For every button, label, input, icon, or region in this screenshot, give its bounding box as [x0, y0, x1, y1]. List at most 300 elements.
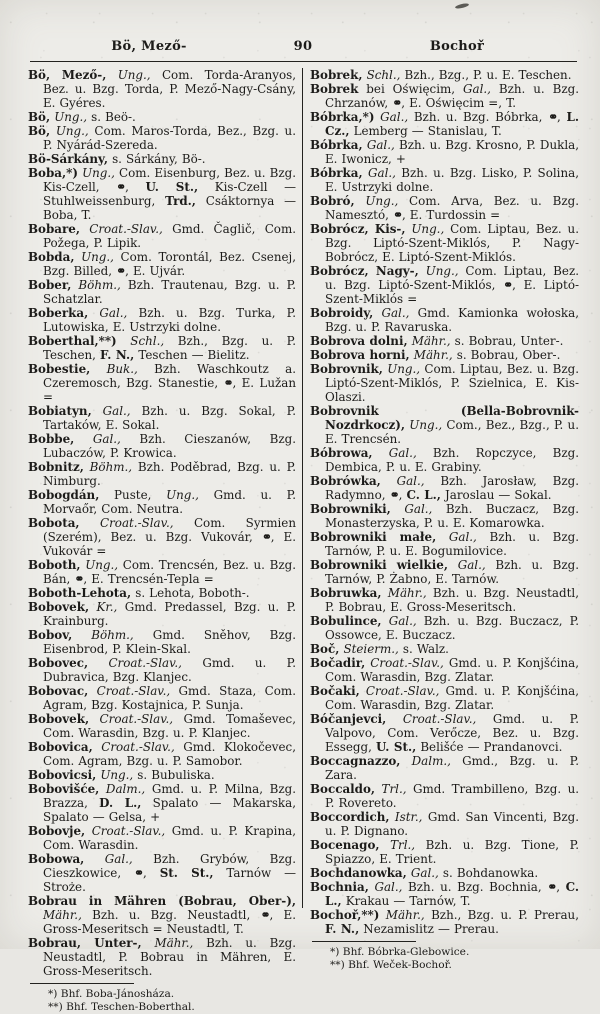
post-horn-icon: ⚭	[392, 208, 402, 222]
entry-headword: Bö,	[28, 124, 51, 138]
gazetteer-entry	[28, 936, 296, 978]
entry-text: Csáktornya — Boba, T.	[43, 194, 296, 222]
region-abbrev: Ung.,	[80, 558, 119, 572]
running-head	[30, 39, 576, 54]
entry-text: Com. Liptau, Bez. u. Bzg. Liptó-Szent-Miklós, P. Nagy-Bobrócz, E. Liptó-Szent-Miklós.	[325, 222, 579, 264]
entry-text: Gmd. u. P. Krapina, Com. Warasdin.	[43, 824, 296, 852]
entry-text: Bzh. Trautenau, Bzg. u. P. Schatzlar.	[43, 278, 296, 306]
gazetteer-entry	[28, 600, 296, 628]
region-abbrev: Croat.-Slav.,	[359, 684, 440, 698]
region-abbrev: Croat.-Slav.,	[365, 656, 444, 670]
entry-text: Gmd. Čaglič, Com. Požega, P. Lipik.	[43, 222, 297, 250]
entry-headword: Bóbrowa,	[310, 446, 373, 460]
entry-headword: Bobovek,	[28, 600, 90, 614]
entry-text: Trd.,	[165, 194, 196, 208]
region-abbrev: Dalm.,	[400, 754, 451, 768]
entry-text: Bzh. Ropczyce, Bzg. Dembica, P. u. E. Grabiny.	[325, 446, 580, 474]
gazetteer-entry	[310, 82, 579, 110]
entry-text: Bzh. u. Bzg. Turka, P. Lutowiska, E. Ustrzyki dolne.	[43, 306, 296, 334]
region-abbrev: Mähr.,	[379, 908, 425, 922]
region-abbrev: Croat.-Slav.,	[79, 516, 174, 530]
entry-headword: Bobulince,	[310, 614, 382, 628]
region-abbrev: Mähr.,	[141, 936, 194, 950]
entry-headword: Bochoř,**)	[310, 908, 380, 922]
gazetteer-entry	[310, 838, 579, 866]
entry-text: s. Lehota, Boboth-.	[131, 586, 250, 600]
entry-text: F. N.,	[325, 922, 360, 936]
entry-text: Bzh. Jarosław, Bzg. Radymno,	[325, 474, 579, 502]
gazetteer-entry	[310, 656, 579, 684]
entry-headword: Bochdanowka,	[310, 866, 407, 880]
gazetteer-entry	[28, 782, 296, 824]
entry-text: s. Sárkány, Bö-.	[107, 152, 206, 166]
entry-text: Com. Arva, Bez. u. Bzg. Namesztó,	[325, 194, 580, 222]
gazetteer-entry	[310, 334, 579, 348]
region-abbrev: Ung.,	[50, 124, 89, 138]
region-abbrev: Ung.,	[166, 488, 199, 502]
entry-text: Kis-Czell — Stuhlweissenburg,	[43, 180, 296, 208]
entry-text: L. Cz.,	[325, 110, 580, 138]
post-horn-icon: ⚭	[116, 180, 126, 194]
gazetteer-entry	[310, 306, 579, 334]
region-abbrev: Ung.,	[354, 194, 399, 208]
entry-text: Bzh. u. Bzg. Neustadtl, P. Bobrau in Mähren, E. Gross-Meseritsch.	[43, 936, 296, 978]
page-number: 90	[293, 39, 313, 54]
entry-headword: Bö, Mező-,	[28, 68, 107, 82]
entry-headword: Bobowa,	[28, 852, 85, 866]
entry-headword: Boboth-Lehota,	[28, 586, 132, 600]
region-abbrev: Dalm.,	[99, 782, 146, 796]
gazetteer-entry	[28, 558, 296, 586]
entry-text: Gmd. u. P. Valpovo, Com. Verőcze, Bez. u. Bzg. Essegg,	[325, 712, 579, 754]
entry-headword: Bobiatyn,	[28, 404, 92, 418]
entry-text: Gmd. u. P. Konjšćina, Com. Warasdin, Bzg. Zlatar.	[325, 656, 580, 684]
gazetteer-entry	[310, 68, 579, 82]
entry-text: Gmd. u. P. Dubravica, Bzg. Klanjec.	[43, 656, 296, 684]
entry-text: Gmd. Tomaševec, Com. Warasdin, Bzg. u. P. Klanjec.	[43, 712, 296, 740]
entry-text: Bzh., Bzg. u. P. Prerau,	[424, 908, 579, 922]
entry-headword: Bobovec,	[28, 656, 89, 670]
entry-headword: Bobnitz,	[28, 460, 84, 474]
region-abbrev: Kr.,	[89, 600, 118, 614]
entry-headword: Bobrowniki wielkie,	[310, 558, 448, 572]
entry-text: Gmd. u. P. Morvaőr, Com. Neutra.	[43, 488, 296, 516]
gazetteer-entry	[310, 642, 579, 656]
gazetteer-entry	[310, 194, 579, 222]
entry-text: s. Bubuliska.	[133, 768, 215, 782]
entry-headword: Bobrovnik (Bella-Bobrovnik-Nozdrkocz),	[310, 404, 579, 432]
gazetteer-entry	[28, 488, 296, 516]
gazetteer-entry	[310, 502, 579, 530]
region-abbrev: Croat.-Slav.,	[386, 712, 477, 726]
entry-headword: Bobrova horni,	[310, 348, 410, 362]
region-abbrev: Gal.,	[372, 446, 417, 460]
entry-text: , E. Vukovár =	[43, 530, 296, 558]
entry-headword: Bobró,	[310, 194, 355, 208]
gazetteer-entry	[28, 824, 296, 852]
gazetteer-entry	[28, 250, 296, 278]
gazetteer-entry	[310, 348, 579, 362]
entry-text: Belišće — Prandanovci.	[416, 740, 563, 754]
entry-text: Teschen — Bielitz.	[134, 348, 250, 362]
post-horn-icon: ⚭	[260, 908, 270, 922]
entry-headword: Bö-Sárkány,	[28, 152, 108, 166]
entry-text: U. St.,	[145, 180, 199, 194]
region-abbrev: Mähr.,	[43, 908, 82, 922]
entry-headword: Bobbe,	[28, 432, 75, 446]
gazetteer-entry	[310, 614, 579, 642]
entry-headword: Bobda,	[28, 250, 75, 264]
entry-text: ,	[557, 110, 567, 124]
gazetteer-entry	[28, 222, 296, 250]
region-abbrev: Gal.,	[84, 852, 133, 866]
entry-text: Gmd. u. P. Milna, Bzg. Brazza,	[43, 782, 296, 810]
entry-headword: Bobroidy,	[310, 306, 374, 320]
running-head-left: Bö, Mező-	[111, 39, 187, 54]
entry-text: Bzh. u. Bzg. Sokal, P. Tartaków, E. Sokal.	[43, 404, 296, 432]
entry-text: Bzh. Grybów, Bzg. Cieszkowice,	[43, 852, 296, 880]
entry-text: Gmd., Bzg. u. P. Zara.	[325, 754, 579, 782]
entry-text: Com. Maros-Torda, Bez., Bzg. u. P. Nyárád-Szereda.	[43, 124, 296, 152]
entry-headword: Bóbrka,	[310, 138, 363, 152]
entry-text: Bzh. u. Bzg. Neustadtl,	[81, 908, 261, 922]
region-abbrev: Schl.,	[116, 334, 165, 348]
gazetteer-entry	[28, 278, 296, 306]
gazetteer-entry	[310, 404, 579, 446]
region-abbrev: Gal.,	[448, 558, 486, 572]
entry-headword: Bobovica,	[28, 740, 93, 754]
region-abbrev: Gal.,	[374, 110, 409, 124]
entry-headword: Bobrek,	[310, 68, 363, 82]
region-abbrev: Ung.,	[405, 418, 443, 432]
entry-text: s. Bobrau, Unter-.	[450, 334, 564, 348]
gazetteer-entry	[28, 684, 296, 712]
entry-headword: Bobovicsi,	[28, 768, 97, 782]
scan-smudge	[455, 2, 470, 9]
region-abbrev: Ung.,	[405, 222, 445, 236]
region-abbrev: Ung.,	[74, 250, 114, 264]
region-abbrev: Buk.,	[90, 362, 138, 376]
left-column	[28, 68, 296, 1014]
entry-headword: Bobrau, Unter-,	[28, 936, 142, 950]
entry-headword: Bobrócz, Kis-,	[310, 222, 406, 236]
entry-text: Bzh. u. Bzg. Lisko, P. Solina, E. Ustrzyki dolne.	[325, 166, 579, 194]
entry-text: , E. Turdossin =	[401, 208, 501, 222]
entry-text: St. St.,	[159, 866, 214, 880]
region-abbrev: Ung.,	[382, 362, 421, 376]
entry-text: Bzh. u. Bzg. Bóbrka,	[408, 110, 549, 124]
entry-text: Jaroslau — Sokal.	[440, 488, 552, 502]
entry-headword: Bober,	[28, 278, 72, 292]
entry-text: Bzh. Waschkoutz a. Czeremosch, Bzg. Stanestie,	[43, 362, 296, 390]
entry-text: Bzh. u. Bzg. Krosno, P. Dukla, E. Iwonicz, +	[325, 138, 579, 166]
region-abbrev: Gal.,	[380, 474, 425, 488]
region-abbrev: Ung.,	[96, 768, 134, 782]
entry-headword: Boč,	[310, 642, 340, 656]
region-abbrev: Gal.,	[373, 306, 410, 320]
entry-text: Spalato — Makarska, Spalato — Gelsa, +	[43, 796, 296, 824]
region-abbrev: Böhm.,	[71, 278, 121, 292]
entry-headword: Bobogdán,	[28, 488, 100, 502]
entry-headword: Boccaldo,	[310, 782, 376, 796]
entry-text: Com. Torda-Aranyos, Bez. u. Bzg. Torda, P. Mező-Nagy-Csány, E. Gyéres.	[43, 68, 296, 110]
gazetteer-entry	[310, 166, 579, 194]
entry-text: Com. Trencsén, Bez. u. Bzg. Bán,	[43, 558, 296, 586]
gazetteer-entry	[310, 684, 579, 712]
gazetteer-entry	[310, 530, 579, 558]
entry-headword: Bočaki,	[310, 684, 360, 698]
header-rule	[30, 61, 577, 62]
entry-text: Gmd. Trambilleno, Bzg. u. P. Rovereto.	[325, 782, 580, 810]
entry-text: C. L.,	[406, 488, 441, 502]
running-head-right: Bochoř	[429, 39, 485, 54]
region-abbrev: Ung.,	[106, 68, 151, 82]
entry-headword: Bobov,	[28, 628, 73, 642]
post-horn-icon: ⚭	[548, 110, 558, 124]
entry-text: Com. Torontál, Bez. Csenej, Bzg. Billed,	[43, 250, 297, 278]
region-abbrev: Mähr.,	[407, 334, 451, 348]
entry-headword: Bóbrka,	[310, 166, 363, 180]
region-abbrev: Mähr.,	[381, 586, 427, 600]
entry-headword: Bobruwka,	[310, 586, 382, 600]
post-horn-icon: ⚭	[134, 866, 143, 880]
entry-headword: Bobrowniki małe,	[310, 530, 437, 544]
footnote: **) Bhf. Teschen-Boberthal.	[48, 1001, 195, 1013]
gazetteer-entry	[310, 754, 579, 782]
region-abbrev: Steierm.,	[339, 642, 399, 656]
region-abbrev: Gal.,	[368, 880, 403, 894]
entry-text: ,	[125, 180, 146, 194]
entry-text: ,	[398, 488, 407, 502]
entry-text: Bzh. u. Bzg. Buczacz, P. Ossowce, E. Buczacz.	[325, 614, 580, 642]
gazetteer-entry	[310, 586, 579, 614]
entry-text: s. Beö-.	[87, 110, 136, 124]
entry-text: , E. Ujvár.	[125, 264, 186, 278]
entry-headword: Bobovišće,	[28, 782, 100, 796]
gazetteer-entry	[310, 446, 579, 474]
gazetteer-entry	[28, 628, 296, 656]
gazetteer-entry	[28, 110, 296, 124]
right-column	[310, 68, 579, 1014]
entry-headword: Bobrau in Mähren (Bobrau, Ober-),	[28, 894, 296, 908]
gazetteer-entry	[28, 460, 296, 488]
gazetteer-entry	[28, 656, 296, 684]
entry-headword: Bochnia,	[310, 880, 369, 894]
post-horn-icon: ⚭	[547, 880, 557, 894]
region-abbrev: Böhm.,	[72, 628, 134, 642]
region-abbrev: Ung.,	[77, 166, 115, 180]
entry-text: Com. Liptau, Bez. u. Bzg. Liptó-Szent-Miklós, P. Szielnica, E. Kis-Olaszi.	[325, 362, 579, 404]
entry-headword: Bobestie,	[28, 362, 91, 376]
entry-text: Bzh. Cieszanów, Bzg. Lubaczów, P. Krowica.	[43, 432, 296, 460]
entry-text: Gmd. Predassel, Bzg. u. P. Krainburg.	[43, 600, 296, 628]
gazetteer-entry	[28, 516, 296, 558]
gazetteer-entry	[28, 362, 296, 404]
entry-text: Gmd. Sněhov, Bzg. Eisenbrod, P. Klein-Skal.	[43, 628, 296, 656]
entry-text: Gmd. u. P. Konjšćina, Com. Warasdin, Bzg. Zlatar.	[325, 684, 580, 712]
region-abbrev: Gal.,	[406, 866, 439, 880]
post-horn-icon: ⚭	[261, 530, 271, 544]
gazetteer-entry	[310, 810, 579, 838]
region-abbrev: Ung.,	[50, 110, 88, 124]
entry-text: , E. Liptó-Szent-Miklós =	[325, 278, 579, 306]
entry-headword: Bobrowniki,	[310, 502, 391, 516]
region-abbrev: Gal.,	[381, 614, 417, 628]
gazetteer-entry	[310, 782, 579, 810]
entry-headword: Bobrek	[310, 82, 359, 96]
region-abbrev: Gal.,	[362, 166, 396, 180]
footnote: **) Bhf. Weček-Bochoř.	[330, 959, 452, 971]
region-abbrev: Gal.,	[463, 82, 491, 96]
gazetteer-entry	[28, 768, 296, 782]
entry-text: Bzh. u. Bzg. Tione, P. Spiazzo, E. Trient.	[325, 838, 579, 866]
region-abbrev: Gal.,	[88, 306, 128, 320]
gazetteer-entry	[310, 908, 579, 936]
entry-text: Bzh. u. Bzg. Tarnów, P. u. E. Bogumilovice.	[325, 530, 580, 558]
entry-text: Com., Bez., Bzg., P. u. E. Trencsén.	[325, 418, 579, 446]
gazetteer-entry	[28, 166, 296, 222]
entry-text: s. Bohdanowka.	[438, 866, 539, 880]
entry-text: , E. Gross-Meseritsch = Neustadtl, T.	[43, 908, 296, 936]
column-divider	[302, 68, 303, 908]
entry-text: Bzh., Bzg., P. u. E. Teschen.	[400, 68, 572, 82]
entry-text: , E. Oświęcim =, T.	[401, 96, 517, 110]
gazetteer-entry	[310, 558, 579, 586]
region-abbrev: Gal.,	[74, 432, 121, 446]
region-abbrev: Croat.-Slav.,	[79, 222, 163, 236]
region-abbrev: Gal.,	[362, 138, 395, 152]
entry-text: Com. Eisenburg, Bez. u. Bzg. Kis-Czell,	[43, 166, 296, 194]
entry-text: Bzh. u. Bzg. Bochnia,	[402, 880, 548, 894]
footnote-separator	[30, 983, 134, 984]
region-abbrev: Gal.,	[390, 502, 433, 516]
gazetteer-entry	[310, 138, 579, 166]
entry-text: Com. Liptau, Bez. u. Bzg. Liptó-Szent-Miklós,	[325, 264, 579, 292]
gazetteer-entry	[310, 474, 579, 502]
entry-text: bei Oświęcim,	[358, 82, 463, 96]
post-horn-icon: ⚭	[503, 278, 513, 292]
entry-text: F. N.,	[100, 348, 135, 362]
entry-text: ,	[556, 880, 566, 894]
entry-headword: Bóbrka,*)	[310, 110, 375, 124]
gazetteer-entry	[310, 362, 579, 404]
entry-text: Lemberg — Stanislau, T.	[349, 124, 502, 138]
gazetteer-entry	[28, 586, 296, 600]
entry-text: Krakau — Tarnów, T.	[341, 894, 471, 908]
post-horn-icon: ⚭	[392, 96, 402, 110]
entry-headword: Boccordich,	[310, 810, 390, 824]
entry-headword: Bobovje,	[28, 824, 86, 838]
entry-text: Bzh., Bzg. u. P. Teschen,	[43, 334, 296, 362]
gazetteer-entry	[310, 222, 579, 264]
entry-text: Puste,	[99, 488, 167, 502]
region-abbrev: Trl.,	[379, 838, 416, 852]
entry-headword: Bö,	[28, 110, 51, 124]
post-horn-icon: ⚭	[74, 572, 84, 586]
entry-text: U. St.,	[376, 740, 417, 754]
gazetteer-entry	[28, 404, 296, 432]
gazetteer-entry	[28, 894, 296, 936]
footnote: *) Bhf. Boba-Jánosháza.	[48, 988, 175, 1000]
gazetteer-entry	[310, 712, 579, 754]
gazetteer-entry	[28, 334, 296, 362]
entry-text: Gmd. Klokočevec, Com. Agram, Bzg. u. P. Samobor.	[43, 740, 296, 768]
region-abbrev: Croat.-Slav.,	[85, 824, 166, 838]
entry-text: Bzh. Poděbrad, Bzg. u. P. Nimburg.	[43, 460, 296, 488]
region-abbrev: Mähr.,	[409, 348, 453, 362]
gazetteer-entry	[28, 306, 296, 334]
entry-headword: Bobota,	[28, 516, 80, 530]
entry-text: Com. Syrmien (Szerém), Bez. u. Bzg. Vukovár,	[43, 516, 296, 544]
region-abbrev: Trl.,	[375, 782, 407, 796]
entry-headword: Bobrócz, Nagy-,	[310, 264, 419, 278]
gazetteer-entry	[310, 110, 579, 138]
entry-headword: Bocenago,	[310, 838, 380, 852]
gazetteer-entry	[28, 740, 296, 768]
gazetteer-entry	[28, 432, 296, 460]
gazetteer-entry	[310, 880, 579, 908]
entry-headword: Bobrova dolni,	[310, 334, 408, 348]
region-abbrev: Schl.,	[362, 68, 401, 82]
post-horn-icon: ⚭	[116, 264, 126, 278]
gazetteer-entry	[28, 152, 296, 166]
entry-headword: Bobovac,	[28, 684, 89, 698]
text-columns	[28, 68, 582, 1014]
gazetteer-entry	[28, 712, 296, 740]
region-abbrev: Croat.-Slav.,	[92, 740, 175, 754]
region-abbrev: Böhm.,	[83, 460, 133, 474]
entry-text: Bzh. Buczacz, Bzg. Monasterzyska, P. u. E. Komarowka.	[325, 502, 580, 530]
entry-text: Nezamislitz — Prerau.	[359, 922, 499, 936]
entry-text: C. L.,	[325, 880, 580, 908]
entry-text: Gmd. Kamionka wołoska, Bzg. u. P. Ravaruska.	[325, 306, 580, 334]
entry-text: Gmd. San Vincenti, Bzg. u. P. Dignano.	[325, 810, 579, 838]
footnote-separator	[312, 941, 416, 942]
entry-headword: Bobrówka,	[310, 474, 381, 488]
post-horn-icon: ⚭	[223, 376, 233, 390]
gazetteer-entry	[28, 68, 296, 110]
entry-text: , E. Lužan =	[43, 376, 296, 404]
entry-headword: Bobrovnik,	[310, 362, 383, 376]
entry-text: D. L.,	[99, 796, 142, 810]
region-abbrev: Croat.-Slav.,	[89, 712, 174, 726]
entry-headword: Bočadir,	[310, 656, 366, 670]
gazetteer-entry	[310, 866, 579, 880]
entry-headword: Boboth,	[28, 558, 81, 572]
entry-headword: Bobovek,	[28, 712, 90, 726]
entry-text: Bzh. u. Bzg. Tarnów, P. Żabno, E. Tarnów.	[325, 558, 580, 586]
entry-text: Bzh. u. Bzg. Chrzanów,	[325, 82, 580, 110]
entry-text: s. Bobrau, Ober-.	[452, 348, 561, 362]
region-abbrev: Croat.-Slav.,	[88, 684, 171, 698]
entry-text: Tarnów — Stroże.	[43, 866, 296, 894]
entry-text: Gmd. Staza, Com. Agram, Bzg. Kostajnica, P. Sunja.	[43, 684, 296, 712]
gazetteer-entry	[28, 852, 296, 894]
gazetteer-entry	[28, 124, 296, 152]
entry-text: Bzh. u. Bzg. Neustadtl, P. Bobrau, E. Gross-Meseritsch.	[325, 586, 579, 614]
entry-text: ,	[143, 866, 160, 880]
region-abbrev: Gal.,	[91, 404, 131, 418]
entry-headword: Boberthal,**)	[28, 334, 117, 348]
entry-text: s. Walz.	[398, 642, 449, 656]
gazetteer-entry	[310, 264, 579, 306]
post-horn-icon: ⚭	[389, 488, 399, 502]
entry-headword: Boberka,	[28, 306, 89, 320]
entry-headword: Boccagnazzo,	[310, 754, 401, 768]
entry-headword: Bóčanjevci,	[310, 712, 387, 726]
region-abbrev: Croat.-Slav.,	[88, 656, 182, 670]
region-abbrev: Gal.,	[436, 530, 477, 544]
